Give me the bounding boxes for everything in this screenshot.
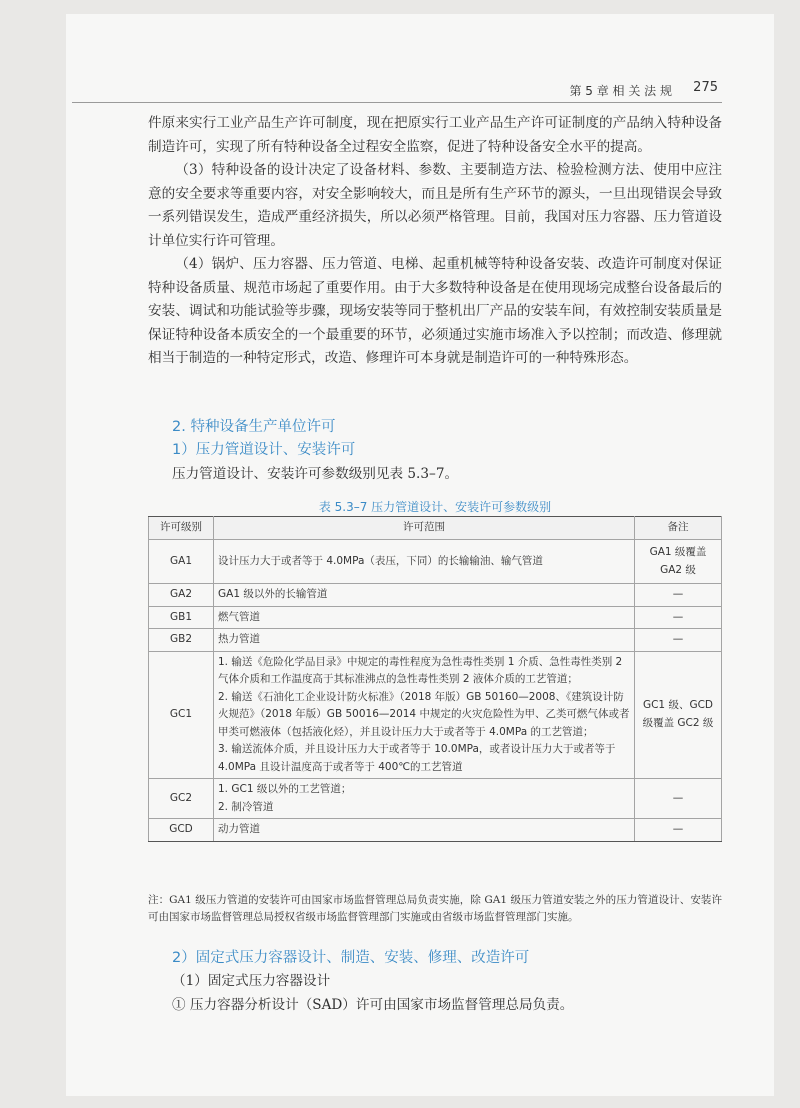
header-scope: 许可范围 — [214, 517, 635, 540]
cell-level: GA2 — [149, 584, 214, 607]
header-level: 许可级别 — [149, 517, 214, 540]
subheading-1: 1）压力管道设计、安装许可 — [172, 442, 356, 458]
cell-scope: 1. GC1 级以外的工艺管道； 2. 制冷管道 — [214, 779, 635, 819]
paragraph-1: 件原来实行工业产品生产许可制度，现在把原实行工业产品生产许可证制度的产品纳入特种设备制造许可，实现了所有特种设备全过程安全监察，促进了特种设备安全水平的提高。 — [148, 115, 722, 155]
cell-scope: 1. 输送《危险化学品目录》中规定的毒性程度为急性毒性类别 1 介质、急性毒性类别 2 气体介质和工作温度高于其标准沸点的急性毒性类别 2 液体介质的工艺管道； 2. 输送《石油化工企业设计防火标准》（2018 年版）GB 50160—2008、《建筑设计防火规范》（2018 年版）GB 50016—2014 中规定的火灾危险性为甲、乙类可燃气体或者甲类可燃液体（包括液化烃），并且设计压力大于或者等于 4.0MPa 的工艺管道； 3. 输送流体介质，并且设计压力大于或者等于 10.0MPa，或者设计压力大于或者等于 4.0MPa 且设计温度高于或者等于 400℃的工艺管道 — [214, 651, 635, 779]
header-remark: 备注 — [635, 517, 722, 540]
table-row — [149, 651, 722, 779]
cell-level: GB1 — [149, 606, 214, 629]
cell-remark: — — [635, 584, 722, 607]
table-row — [149, 629, 722, 652]
body-text — [148, 112, 722, 371]
cell-level: GC1 — [149, 651, 214, 779]
cell-scope: 燃气管道 — [214, 606, 635, 629]
chapter-title: 第 5 章 相 关 法 规 — [569, 84, 672, 98]
paragraph-2: （3）特种设备的设计决定了设备材料、参数、主要制造方法、检验检测方法、使用中应注意的安全要求等重要内容，对安全影响较大，而且是所有生产环节的源头，一旦出现错误会导致一系列错误发生，造成严重经济损失，所以必须严格管理。目前，我国对压力容器、压力管道设计单位实行许可管理。 — [148, 162, 722, 249]
section-heading-2: 2. 特种设备生产单位许可 — [172, 419, 336, 435]
cell-level: GC2 — [149, 779, 214, 819]
cell-remark: — — [635, 629, 722, 652]
permit-level-table — [148, 516, 722, 842]
table-note: 注：GA1 级压力管道的安装许可由国家市场监督管理总局负责实施，除 GA1 级压力管道安装之外的压力管道设计、安装许可由国家市场监督管理总局授权省级市场监督管理部门实施或由省级市场监督管理部门实施。 — [148, 894, 722, 923]
table-row — [149, 819, 722, 842]
cell-scope: 设计压力大于或者等于 4.0MPa（表压，下同）的长输输油、输气管道 — [214, 540, 635, 584]
table-row — [149, 540, 722, 584]
subheading-2: 2）固定式压力容器设计、制造、安装、修理、改造许可 — [172, 950, 530, 966]
page-number: 275 — [693, 80, 718, 95]
cell-scope: 热力管道 — [214, 629, 635, 652]
cell-remark: GA1 级覆盖 GA2 级 — [635, 540, 722, 584]
cell-remark: — — [635, 606, 722, 629]
item-1a: ① 压力容器分析设计（SAD）许可由国家市场监督管理总局负责。 — [172, 997, 574, 1013]
table-row — [149, 606, 722, 629]
cell-remark: — — [635, 779, 722, 819]
table-row — [149, 584, 722, 607]
cell-level: GB2 — [149, 629, 214, 652]
cell-level: GA1 — [149, 540, 214, 584]
table-reference-text: 压力管道设计、安装许可参数级别见表 5.3–7。 — [172, 466, 459, 482]
cell-remark: — — [635, 819, 722, 842]
table-title: 表 5.3–7 压力管道设计、安装许可参数级别 — [318, 500, 552, 514]
cell-level: GCD — [149, 819, 214, 842]
paragraph-3: （4）锅炉、压力容器、压力管道、电梯、起重机械等特种设备安装、改造许可制度对保证特种设备质量、规范市场起了重要作用。由于大多数特种设备是在使用现场完成整台设备最后的安装、调试和功能试验等步骤，现场安装等同于整机出厂产品的安装车间，有效控制安装质量是保证特种设备本质安全的一个最重要的环节，必须通过实施市场准入予以控制；而改造、修理就相当于制造的一种特定形式，改造、修理许可本身就是制造许可的一种特殊形态。 — [148, 256, 722, 366]
table-header-row — [149, 517, 722, 540]
cell-scope: GA1 级以外的长输管道 — [214, 584, 635, 607]
cell-remark: GC1 级、GCD 级覆盖 GC2 级 — [635, 651, 722, 779]
item-1: （1）固定式压力容器设计 — [172, 973, 331, 989]
page-header — [72, 80, 722, 103]
table-row — [149, 779, 722, 819]
cell-scope: 动力管道 — [214, 819, 635, 842]
